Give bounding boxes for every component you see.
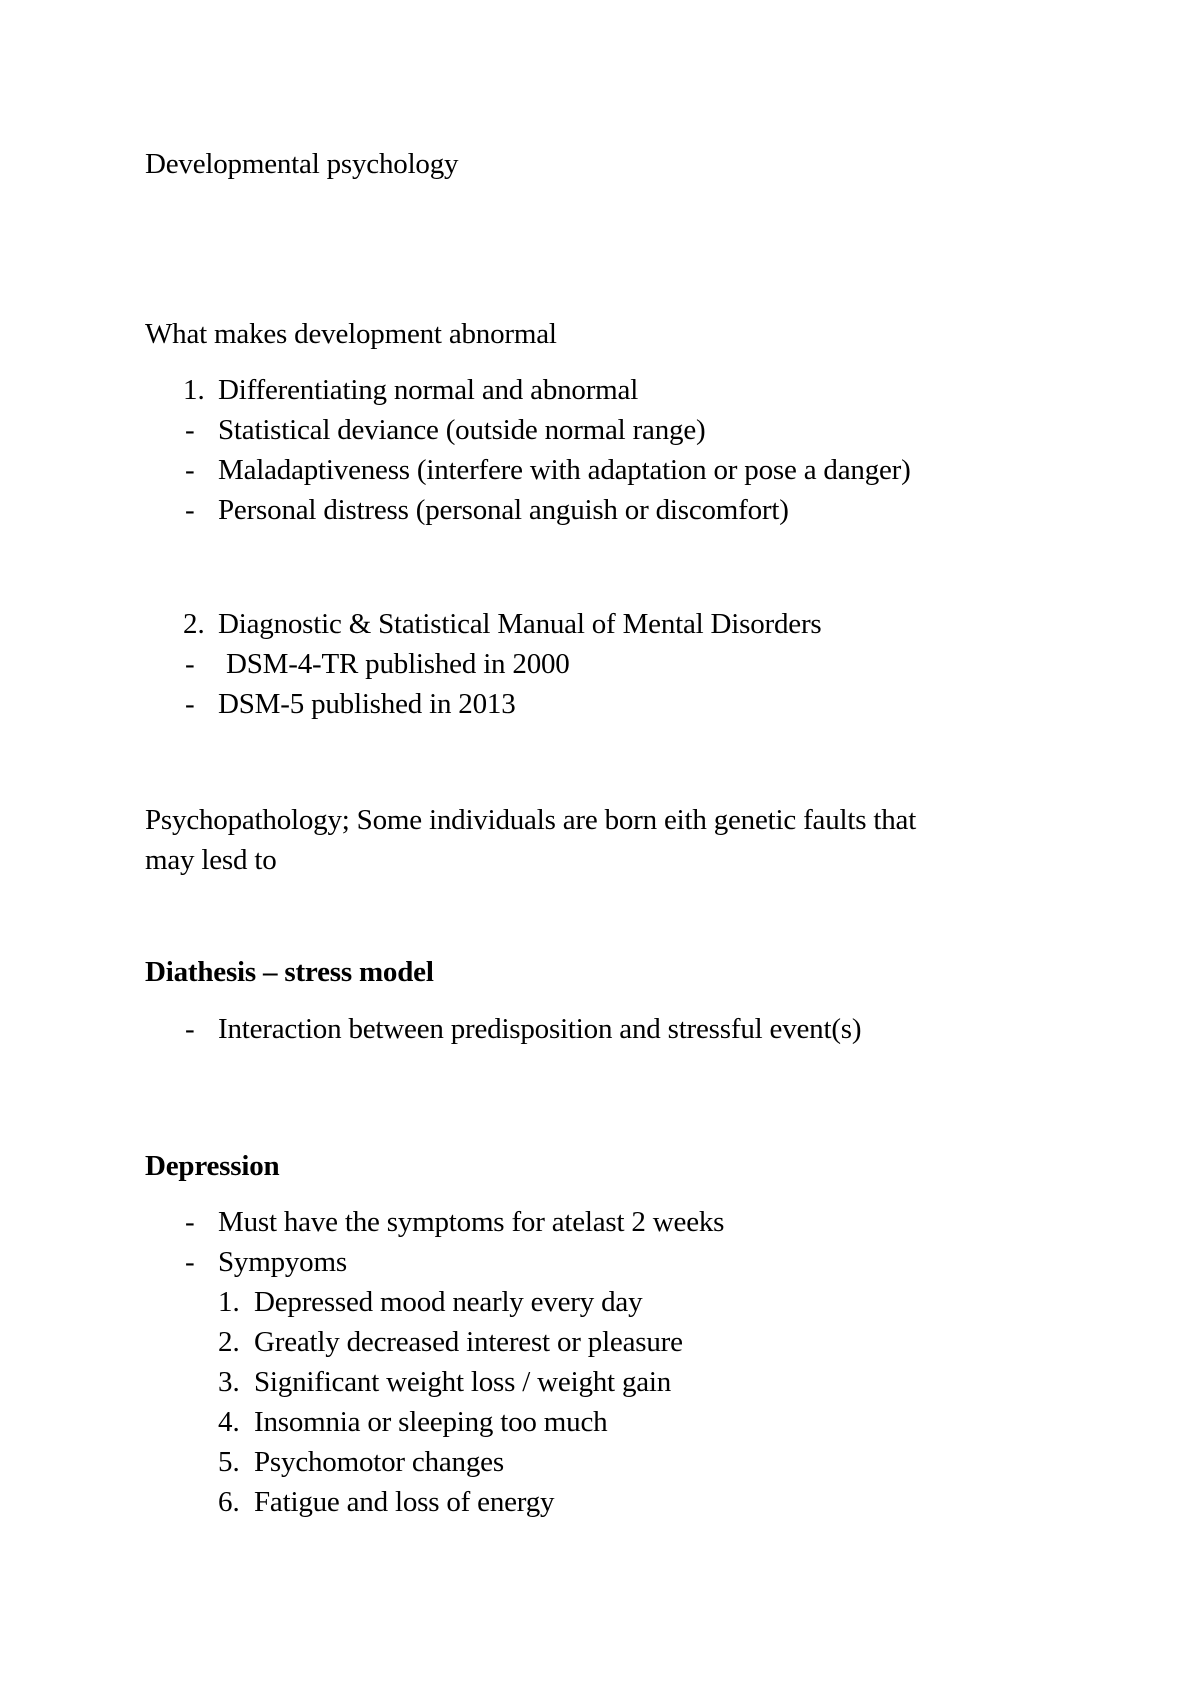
list-item: Must have the symptoms for atelast 2 weeks	[218, 1206, 725, 1238]
list-item: Greatly decreased interest or pleasure	[254, 1326, 683, 1358]
list-item: Sympyoms	[218, 1246, 347, 1278]
list-item: Psychomotor changes	[254, 1446, 504, 1478]
bullet-dash: -	[185, 648, 195, 680]
list-item: Interaction between predisposition and stressful event(s)	[218, 1013, 862, 1045]
bullet-dash: -	[185, 1013, 195, 1045]
list-item: Depressed mood nearly every day	[254, 1286, 643, 1318]
list-number: 2.	[183, 608, 205, 640]
bullet-dash: -	[185, 1246, 195, 1278]
list-item: Statistical deviance (outside normal range)	[218, 414, 706, 446]
document-title: Developmental psychology	[145, 148, 459, 180]
list-number: 1.	[218, 1286, 240, 1318]
list-item: Personal distress (personal anguish or discomfort)	[218, 494, 789, 526]
list-number: 4.	[218, 1406, 240, 1438]
list-item: Insomnia or sleeping too much	[254, 1406, 608, 1438]
paragraph-psychopathology-line: Psychopathology; Some individuals are born eith genetic faults that	[145, 804, 917, 836]
section-heading-abnormal: What makes development abnormal	[145, 318, 557, 350]
list-item: Diagnostic & Statistical Manual of Mental Disorders	[218, 608, 822, 640]
list-item: Fatigue and loss of energy	[254, 1486, 555, 1518]
paragraph-psychopathology-line: may lesd to	[145, 844, 277, 876]
bullet-dash: -	[185, 414, 195, 446]
bullet-dash: -	[185, 688, 195, 720]
list-number: 5.	[218, 1446, 240, 1478]
list-item: Differentiating normal and abnormal	[218, 374, 639, 406]
list-number: 3.	[218, 1366, 240, 1398]
bullet-dash: -	[185, 454, 195, 486]
list-number: 1.	[183, 374, 205, 406]
list-number: 2.	[218, 1326, 240, 1358]
section-heading-depression: Depression	[145, 1150, 280, 1182]
section-heading-diathesis: Diathesis – stress model	[145, 956, 434, 988]
list-number: 6.	[218, 1486, 240, 1518]
list-item: DSM-5 published in 2013	[218, 688, 516, 720]
bullet-dash: -	[185, 494, 195, 526]
list-item: Maladaptiveness (interfere with adaptation or pose a danger)	[218, 454, 911, 486]
list-item: DSM-4-TR published in 2000	[226, 648, 570, 680]
list-item: Significant weight loss / weight gain	[254, 1366, 672, 1398]
bullet-dash: -	[185, 1206, 195, 1238]
